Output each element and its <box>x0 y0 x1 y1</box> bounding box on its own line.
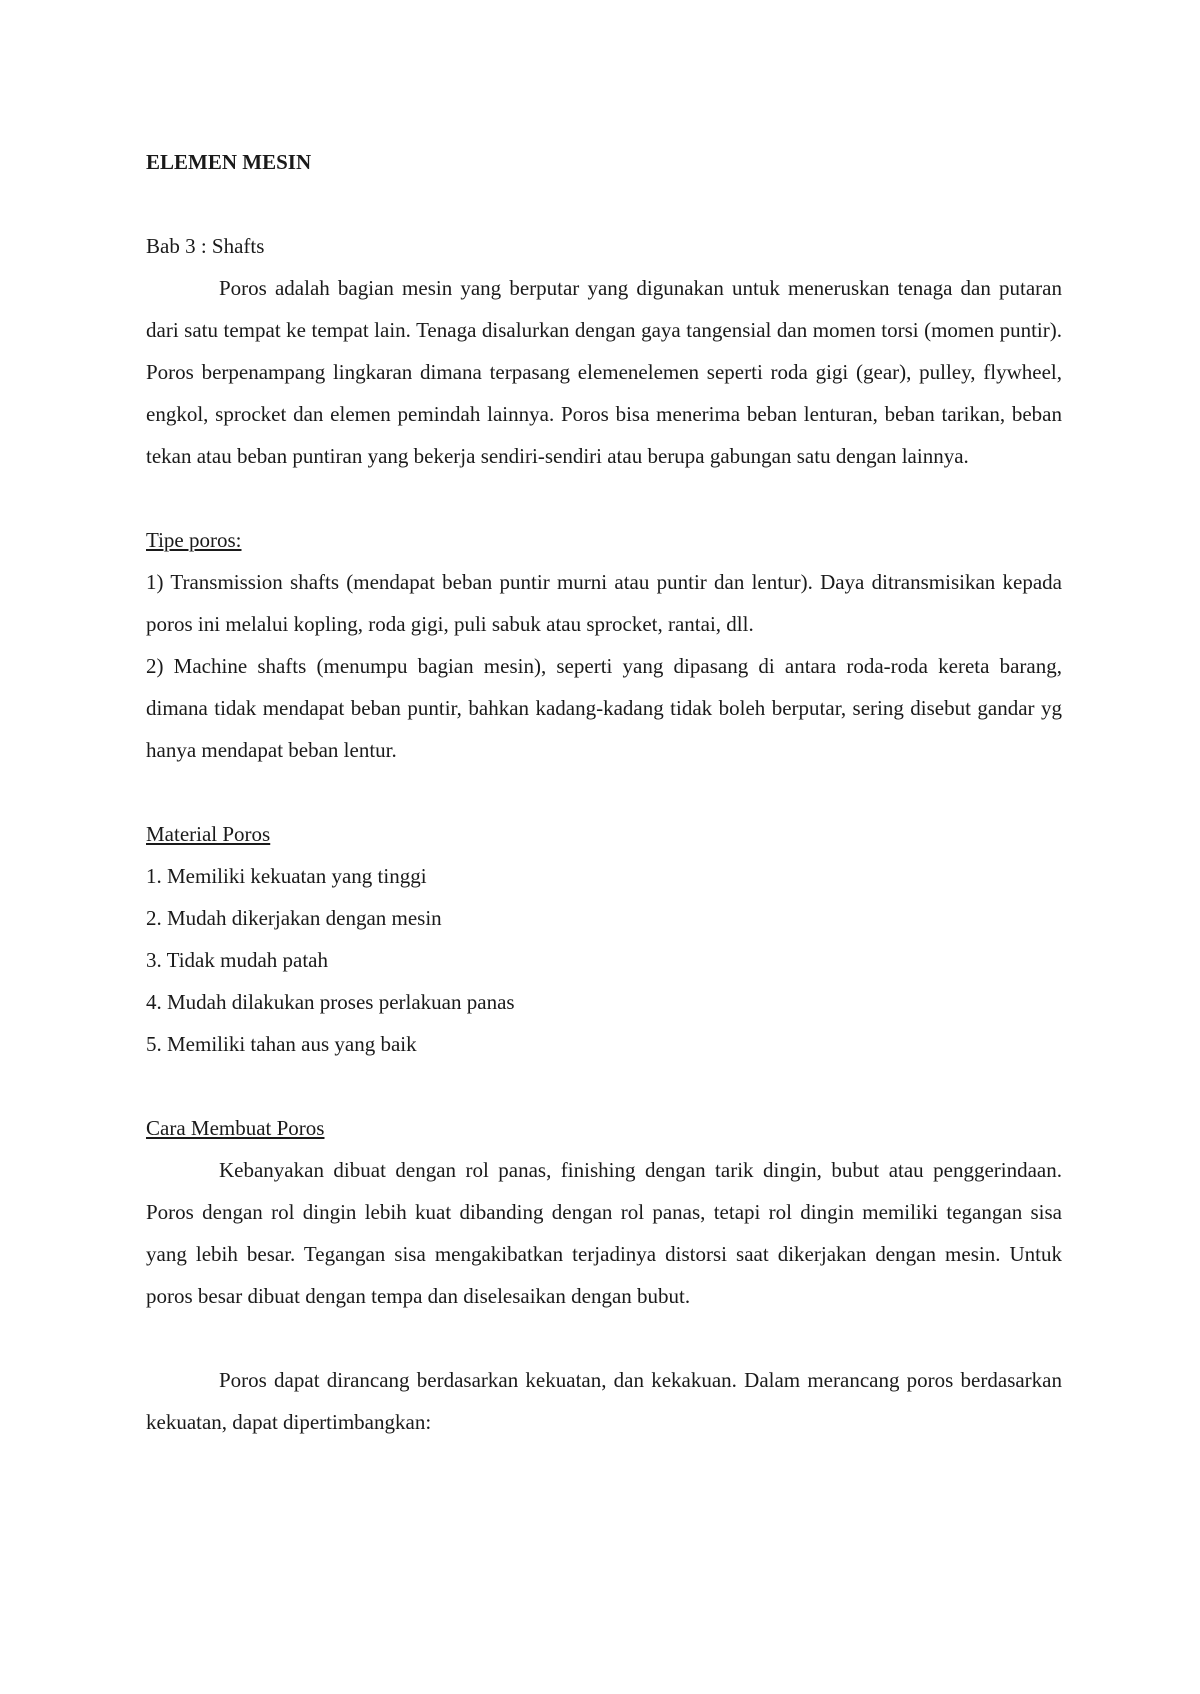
spacer <box>146 1317 1062 1359</box>
document-content <box>146 141 1062 1443</box>
material-item: 3. Tidak mudah patah <box>146 948 328 972</box>
types-item-1: 1) Transmission shafts (mendapat beban puntir murni atau puntir dan lentur). Daya ditransmisikan kepada poros ini melalui kopling, roda gigi, puli sabuk atau sprocket, rantai, dll. <box>146 570 1062 636</box>
material-item: 5. Memiliki tahan aus yang baik <box>146 1032 417 1056</box>
intro-paragraph: Poros adalah bagian mesin yang berputar yang digunakan untuk meneruskan tenaga dan putaran dari satu tempat ke tempat lain. Tenaga disalurkan dengan gaya tangensial dan momen torsi (momen puntir). Poros berpenampang lingkaran dimana terpasang elemenelemen seperti roda gigi (gear), pulley, flywheel, engkol, sprocket dan elemen pemindah lainnya. Poros bisa menerima beban lenturan, beban tarikan, beban tekan atau beban puntiran yang bekerja sendiri-sendiri atau berupa gabungan satu dengan lainnya. <box>146 276 1062 468</box>
document-title: ELEMEN MESIN <box>146 150 312 174</box>
types-heading: Tipe poros: <box>146 528 242 552</box>
design-paragraph: Poros dapat dirancang berdasarkan kekuatan, dan kekakuan. Dalam merancang poros berdasarkan kekuatan, dapat dipertimbangkan: <box>146 1368 1062 1434</box>
material-item: 2. Mudah dikerjakan dengan mesin <box>146 906 442 930</box>
spacer <box>146 1065 1062 1107</box>
spacer <box>146 477 1062 519</box>
chapter-heading: Bab 3 : Shafts <box>146 234 265 258</box>
material-item: 1. Memiliki kekuatan yang tinggi <box>146 864 427 888</box>
spacer <box>146 771 1062 813</box>
material-item: 4. Mudah dilakukan proses perlakuan panas <box>146 990 515 1014</box>
material-heading: Material Poros <box>146 822 271 846</box>
making-heading: Cara Membuat Poros <box>146 1116 325 1140</box>
making-paragraph: Kebanyakan dibuat dengan rol panas, finishing dengan tarik dingin, bubut atau penggerindaan. Poros dengan rol dingin lebih kuat dibanding dengan rol panas, tetapi rol dingin memiliki tegangan sisa yang lebih besar. Tegangan sisa mengakibatkan terjadinya distorsi saat dikerjakan dengan mesin. Untuk poros besar dibuat dengan tempa dan diselesaikan dengan bubut. <box>146 1158 1062 1308</box>
types-item-2: 2) Machine shafts (menumpu bagian mesin), seperti yang dipasang di antara roda-roda kereta barang, dimana tidak mendapat beban puntir, bahkan kadang-kadang tidak boleh berputar, sering disebut gandar yg hanya mendapat beban lentur. <box>146 654 1062 762</box>
spacer <box>146 183 1062 225</box>
